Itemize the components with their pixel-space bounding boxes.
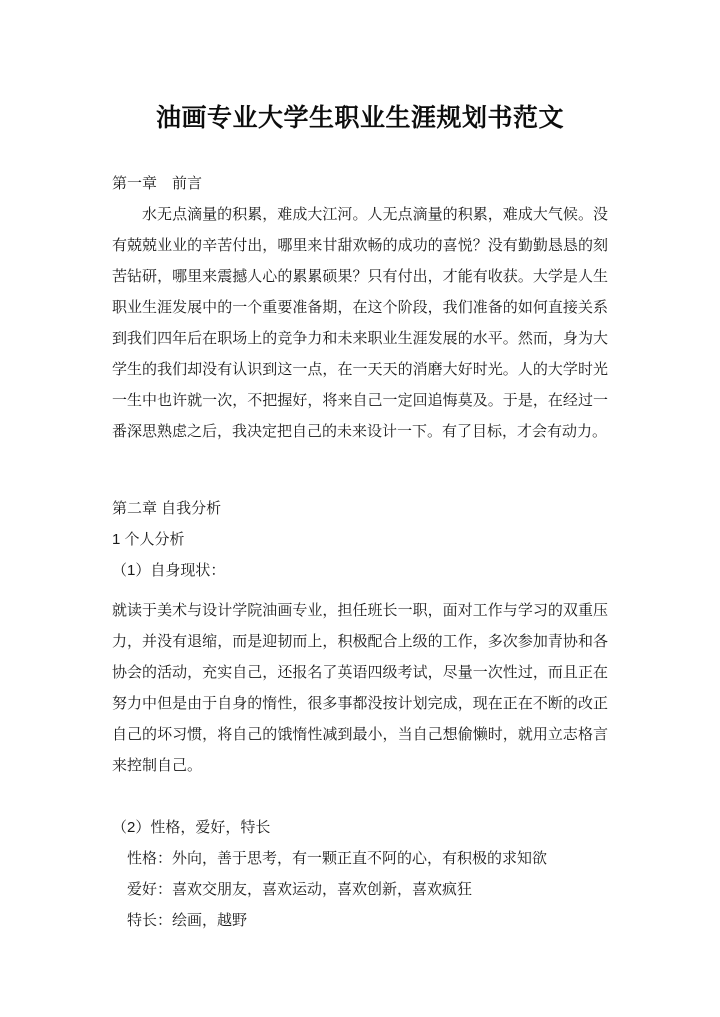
section-spacer xyxy=(112,447,608,493)
item-one-paragraph: 就读于美术与设计学院油画专业，担任班长一职，面对工作与学习的双重压力，并没有退缩，而是迎韧而上，积极配合上级的工作，多次参加青协和各协会的活动，充实自己，还报名了英语四级考试，尽量一次性过，而且正在努力中但是由于自身的惰性，很多事都没按计划完成，现在正在不断的改正自己的坏习惯，将自己的饿惰性减到最小，当自己想偷懒时，就用立志格言来控制自己。 xyxy=(112,602,608,774)
item-two-label: （2）性格，爱好，特长 xyxy=(112,819,271,836)
chapter-one-paragraph: 水无点滴量的积累，难成大江河。人无点滴量的积累，难成大气候。没有兢兢业业的辛苦付出，哪里来甘甜欢畅的成功的喜悦？没有勤勤恳恳的刻苦钻研，哪里来震撼人心的累累硕果？只有付出，才能有收获。大学是人生职业生涯发展中的一个重要准备期，在这个阶段，我们准备的如何直接关系到我们四年后在职场上的竞争力和未来职业生涯发展的水平。然而，身为大学生的我们却没有认识到这一点，在一天天的消磨大好时光。人的大学时光一生中也许就一次，不把握好，将来自己一定回追悔莫及。于是，在经过一番深思熟虑之后，我决定把自己的未来设计一下。有了目标，才会有动力。 xyxy=(112,206,608,440)
item-one-label: （1）自身现状： xyxy=(112,562,226,579)
item-two-line-personality: 性格：外向，善于思考，有一颗正直不阿的心，有积极的求知欲 xyxy=(127,850,548,867)
item-two-line-hobbies: 爱好：喜欢交朋友，喜欢运动，喜欢创新，喜欢疯狂 xyxy=(127,881,473,898)
chapter-two-heading: 第二章 自我分析 xyxy=(112,500,222,517)
chapter-one-heading: 第一章 前言 xyxy=(112,175,203,192)
item-spacer xyxy=(112,586,608,595)
section-one-heading: 1 个人分析 xyxy=(112,531,185,548)
document-content-column xyxy=(112,0,608,936)
item-two-spacer xyxy=(112,781,608,812)
item-two-line-specialties: 特长：绘画，越野 xyxy=(127,912,248,929)
document-title: 油画专业大学生职业生涯规划书范文 xyxy=(155,105,564,132)
